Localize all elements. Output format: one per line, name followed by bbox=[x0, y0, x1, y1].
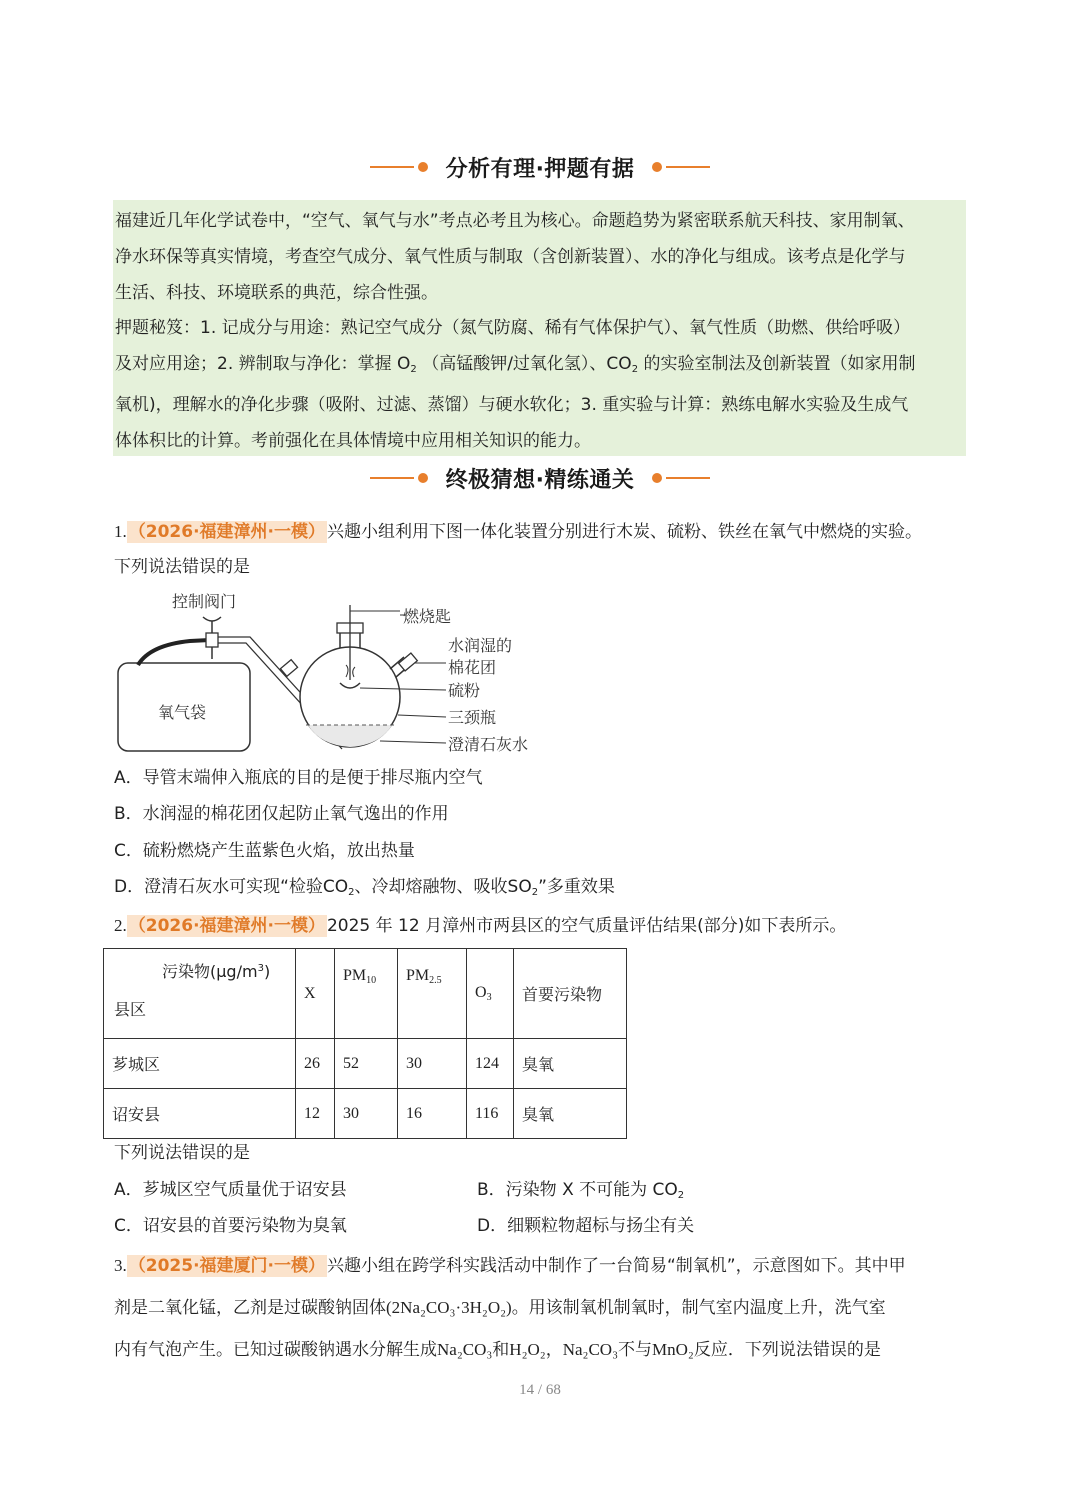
question-stem: 1. （2026·福建漳州·一模） 兴趣小组利用下图一体化装置分别进行木炭、硫粉、铁丝在氧气中燃烧的实验。 bbox=[114, 522, 922, 542]
header-dot-left bbox=[418, 162, 428, 172]
source-tag: （2025·福建厦门·一模） bbox=[128, 1256, 325, 1276]
analysis-line: 氧机)，理解水的净化步骤（吸附、过滤、蒸馏）与硬水软化；3. 重实验与计算：熟练电解水实验及生成气 bbox=[115, 394, 909, 415]
question-2 bbox=[114, 908, 974, 944]
header-line-right bbox=[666, 477, 710, 479]
valve-icon bbox=[203, 617, 221, 659]
question-stem-line: 剂是二氧化锰，乙剂是过碳酸钠固体(2Na₂CO₃·3H₂O₂)。用该制氧机制氧时，制气室内温度上升，洗气室 bbox=[114, 1298, 886, 1318]
option-d[interactable]: D．澄清石灰水可实现“检验$CO_2$、冷却熔融物、吸收$SO_2$”多重效果 bbox=[114, 877, 615, 898]
valve-label: 控制阀门 bbox=[172, 594, 237, 611]
table-row: 诏安县 12 30 16 116 臭氧 bbox=[104, 1089, 627, 1139]
cotton-label-1: 水润湿的 bbox=[448, 638, 513, 655]
analysis-line: 净水环保等真实情境，考查空气成分、氧气性质与制取（含创新装置）、水的净化与组成。该考点是化学与 bbox=[115, 246, 906, 267]
question-prompt: 下列说法错误的是 bbox=[114, 557, 250, 577]
source-tag: （2026·福建漳州·一模） bbox=[128, 522, 325, 542]
header-cell: 首要污染物 bbox=[514, 949, 627, 1039]
header-cell: $O_3$ bbox=[467, 949, 514, 1039]
section-header-practice bbox=[0, 458, 1080, 498]
option-b[interactable]: B．水润湿的棉花团仅起防止氧气逸出的作用 bbox=[114, 804, 449, 824]
header-line-right bbox=[666, 166, 710, 168]
analysis-line: 福建近几年化学试卷中，“空气、氧气与水”考点必考且为核心。命题趋势为紧密联系航天科技、家用制氧、 bbox=[115, 211, 915, 231]
section-title: 终极猜想·精练通关 bbox=[445, 467, 635, 493]
apparatus-figure bbox=[110, 585, 550, 760]
header-line-left bbox=[370, 166, 414, 168]
table-header-row bbox=[104, 949, 627, 1039]
corner-cell: 污染物$(\mu g/m^3)$ 县区 bbox=[104, 949, 296, 1039]
section-header-analysis bbox=[0, 147, 1080, 187]
hose bbox=[138, 640, 210, 665]
header-cell: $PM_{10}$ bbox=[335, 949, 398, 1039]
option-c[interactable]: C．诏安县的首要污染物为臭氧 bbox=[114, 1216, 347, 1236]
option-d[interactable]: D．细颗粒物超标与扬尘有关 bbox=[477, 1216, 695, 1236]
analysis-box bbox=[113, 200, 966, 456]
analysis-line: 生活、科技、环境联系的典范，综合性强。 bbox=[115, 282, 438, 303]
analysis-line: 押题秘笈：1. 记成分与用途：熟记空气成分（氮气防腐、稀有气体保护气）、氧气性质（助燃、供给呼吸） bbox=[115, 318, 911, 339]
question-prompt: 下列说法错误的是 bbox=[114, 1143, 250, 1163]
option-a[interactable]: A．芗城区空气质量优于诏安县 bbox=[114, 1180, 347, 1200]
table-row: 芗城区 26 52 30 124 臭氧 bbox=[104, 1039, 627, 1089]
limewater bbox=[308, 725, 392, 747]
question-stem: 2. （2026·福建漳州·一模） 2025 年 12 月漳州市两县区的空气质量评估结果(部分)如下表所示。 bbox=[114, 916, 847, 936]
page-number: 14 / 68 bbox=[519, 1382, 561, 1398]
air-quality-table bbox=[103, 948, 627, 1139]
limewater-label: 澄清石灰水 bbox=[448, 737, 529, 754]
option-c[interactable]: C．硫粉燃烧产生蓝紫色火焰，放出热量 bbox=[114, 841, 415, 861]
header-cell: $PM_{2.5}$ bbox=[398, 949, 467, 1039]
spoon-label: 燃烧匙 bbox=[403, 609, 452, 626]
option-a[interactable]: A．导管末端伸入瓶底的目的是便于排尽瓶内空气 bbox=[114, 768, 483, 788]
header-cell: X bbox=[296, 949, 335, 1039]
header-line-left bbox=[370, 477, 414, 479]
analysis-line: 体体积比的计算。考前强化在具体情境中应用相关知识的能力。 bbox=[115, 430, 591, 451]
question-1 bbox=[114, 514, 974, 585]
question-3 bbox=[114, 1245, 974, 1371]
sulfur-label: 硫粉 bbox=[448, 683, 481, 700]
question-stem: 3. （2025·福建厦门·一模） 兴趣小组在跨学科实践活动中制作了一台简易“制氧机”，示意图如下。其中甲 bbox=[114, 1256, 906, 1276]
header-dot-right bbox=[652, 162, 662, 172]
cotton-label-2: 棉花团 bbox=[448, 660, 497, 677]
option-b[interactable]: B．污染物 X 不可能为 $CO_2$ bbox=[477, 1180, 685, 1201]
oxygen-bag-label: 氧气袋 bbox=[158, 705, 207, 722]
header-dot-right bbox=[652, 473, 662, 483]
analysis-line: 及对应用途；2. 辨制取与净化：掌握 $O_2$ （高锰酸钾/过氧化氢）、$CO_2$ 的实验室制法及创新装置（如家用制 bbox=[115, 354, 916, 376]
question-stem-line: 内有气泡产生。已知过碳酸钠遇水分解生成Na₂CO₃和H₂O₂，Na₂CO₃不与MnO₂反应．下列说法错误的是 bbox=[114, 1340, 881, 1360]
section-title: 分析有理·押题有据 bbox=[445, 156, 635, 182]
formula: (2Na₂CO₃·3H₂O₂) bbox=[386, 1298, 512, 1317]
flask-label: 三颈瓶 bbox=[448, 710, 497, 727]
source-tag: （2026·福建漳州·一模） bbox=[128, 916, 325, 936]
header-dot-left bbox=[418, 473, 428, 483]
